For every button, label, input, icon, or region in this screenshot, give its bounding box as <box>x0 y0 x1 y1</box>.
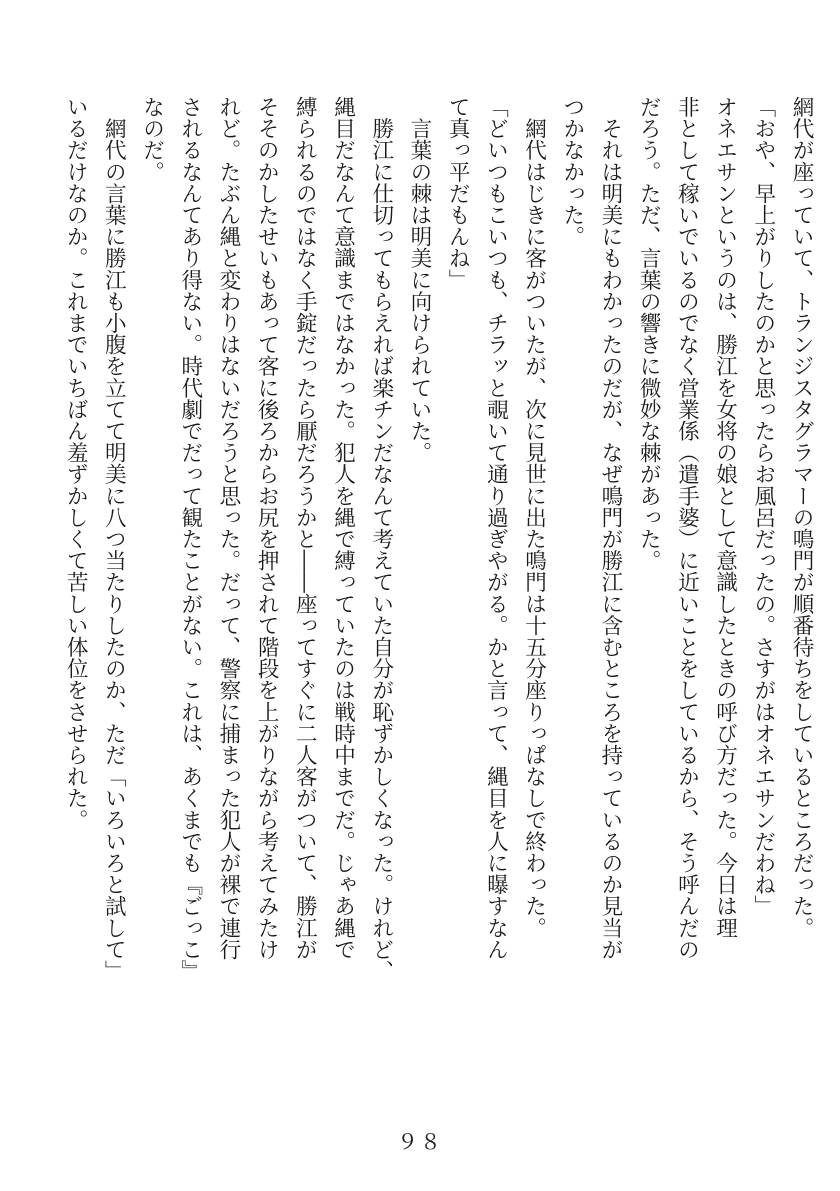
text-line: なのだ。 <box>139 96 165 183</box>
text-line: 「どいつもこいつも、チラッと覗いて通り過ぎやがる。かと言って、縄目を人に曝すなん <box>483 96 509 960</box>
text-line: 網代の言葉に勝江も小腹を立てて明美に八つ当たりしたのか、ただ「いろいろと試して」 <box>101 96 127 982</box>
text-line: 網代はじきに客がついたが、次に見世に出た鳴門は十五分座りっぱなしで終わった。 <box>521 96 547 939</box>
text-line: オネエサンというのは、勝江を女将の娘として意識したときの呼び方だった。今日は理 <box>712 96 738 939</box>
text-line: つかなかった。 <box>559 96 585 248</box>
text-line: て真っ平だもんね」 <box>445 96 471 291</box>
text-line: 勝江に仕切ってもらえれば楽チンだなんて考えていた自分が恥ずかしくなった。けれど、 <box>368 96 394 982</box>
text-line: いるだけなのか。これまでいちばん羞ずかしくて苦しい体位をさせられた。 <box>63 96 89 831</box>
text-line: 「おや、早上がりしたのかと思ったらお風呂だったの。さすがはオネエサンだわね」 <box>750 96 776 917</box>
text-line: 縛られるのではなく手錠だったら厭だろうかと――座ってすぐに二人客がついて、勝江が <box>292 96 318 960</box>
text-line: だろう。ただ、言葉の響きに微妙な棘があった。 <box>636 96 662 572</box>
text-line: されるなんてあり得ない。時代劇でだって観たことがない。これは、あくまでも『ごっこ』 <box>177 96 203 982</box>
text-line: 網代が座っていて、トランジスタグラマーの鳴門が順番待ちをしているところだった。 <box>789 96 814 939</box>
text-line: それは明美にもわかったのだが、なぜ鳴門が勝江に含むところを持っているのか見当が <box>597 96 623 960</box>
text-line: 言葉の棘は明美に向けられていた。 <box>406 96 432 464</box>
page-number: ９８ <box>397 1130 443 1154</box>
vertical-body-text <box>56 96 820 996</box>
text-line: 縄目だなんて意識まではなかった。犯人を縄で縛っていたのは戦時中までだ。じゃあ縄で <box>330 96 356 960</box>
text-line: れど。たぶん縄と変わりはないだろうと思った。だって、警察に捕まった犯人が裸で連行 <box>215 96 241 960</box>
text-line: 非として稼いでいるのでなく営業係（遣手婆）に近いことをしているから、そう呼んだの <box>674 96 700 960</box>
text-line: そそのかしたせいもあって客に後ろからお尻を押されて階段を上がりながら考えてみたけ <box>254 96 280 960</box>
